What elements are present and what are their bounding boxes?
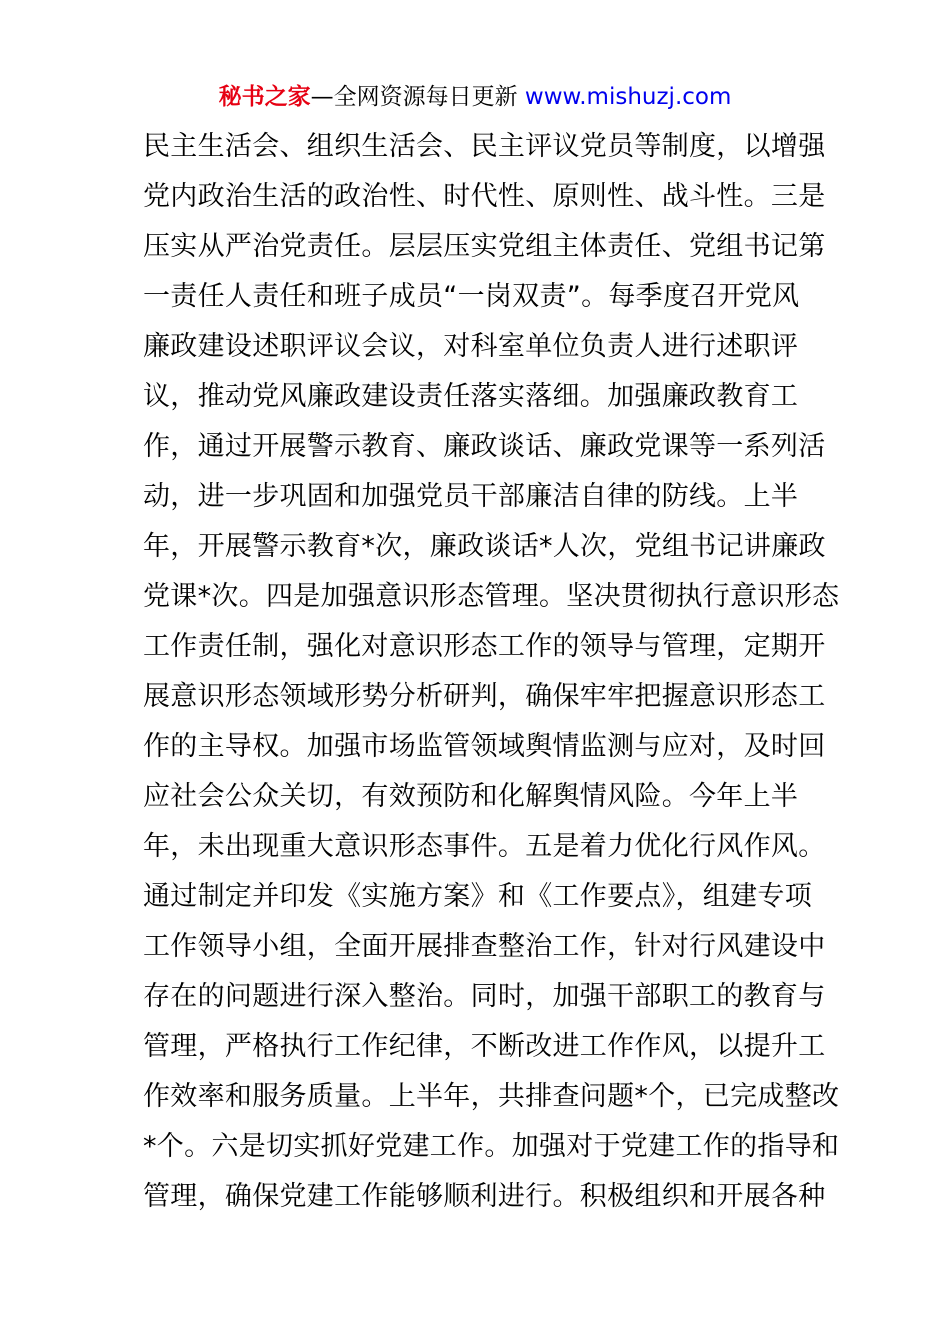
text-line: 年，开展警示教育*次，廉政谈话*人次，党组书记讲廉政 (143, 531, 826, 562)
text-line: 作的主导权。加强市场监管领域舆情监测与应对，及时回 (143, 731, 826, 762)
text-line: 存在的问题进行深入整治。同时，加强干部职工的教育与 (143, 981, 826, 1012)
header-tagline: —全网资源每日更新 (310, 84, 518, 110)
text-line: 工作责任制，强化对意识形态工作的领导与管理，定期开 (143, 631, 826, 662)
text-line: 党课*次。四是加强意识形态管理。坚决贯彻执行意识形态 (143, 581, 840, 612)
document-body (143, 122, 840, 1222)
text-line: 应社会公众关切，有效预防和化解舆情风险。今年上半 (143, 781, 799, 812)
text-line: *个。六是切实抓好党建工作。加强对于党建工作的指导和 (143, 1131, 840, 1162)
text-line: 廉政建设述职评议会议，对科室单位负责人进行述职评 (143, 331, 799, 362)
text-line: 作效率和服务质量。上半年，共排查问题*个，已完成整改 (143, 1081, 840, 1112)
text-line: 作，通过开展警示教育、廉政谈话、廉政党课等一系列活 (143, 431, 826, 462)
site-url-link[interactable]: www.mishuzj.com (524, 84, 732, 110)
text-line: 党内政治生活的政治性、时代性、原则性、战斗性。三是 (143, 181, 826, 212)
text-line: 通过制定并印发《实施方案》和《工作要点》，组建专项 (143, 881, 812, 912)
text-line: 展意识形态领域形势分析研判，确保牢牢把握意识形态工 (143, 681, 826, 712)
text-line: 工作领导小组，全面开展排查整治工作，针对行风建设中 (143, 931, 826, 962)
text-line: 管理，严格执行工作纪律，不断改进工作作风，以提升工 (143, 1031, 826, 1062)
text-line: 议，推动党风廉政建设责任落实落细。加强廉政教育工 (143, 381, 799, 412)
text-line: 一责任人责任和班子成员“一岗双责”。每季度召开党风 (143, 281, 800, 312)
brand-name: 秘书之家 (218, 84, 311, 110)
text-line: 压实从严治党责任。层层压实党组主体责任、党组书记第 (143, 231, 826, 262)
text-line: 管理，确保党建工作能够顺利进行。积极组织和开展各种 (143, 1181, 826, 1212)
text-line: 年，未出现重大意识形态事件。五是着力优化行风作风。 (143, 831, 826, 862)
text-line: 动，进一步巩固和加强党员干部廉洁自律的防线。上半 (143, 481, 799, 512)
text-line: 民主生活会、组织生活会、民主评议党员等制度，以增强 (143, 131, 826, 162)
document-header (0, 80, 950, 114)
